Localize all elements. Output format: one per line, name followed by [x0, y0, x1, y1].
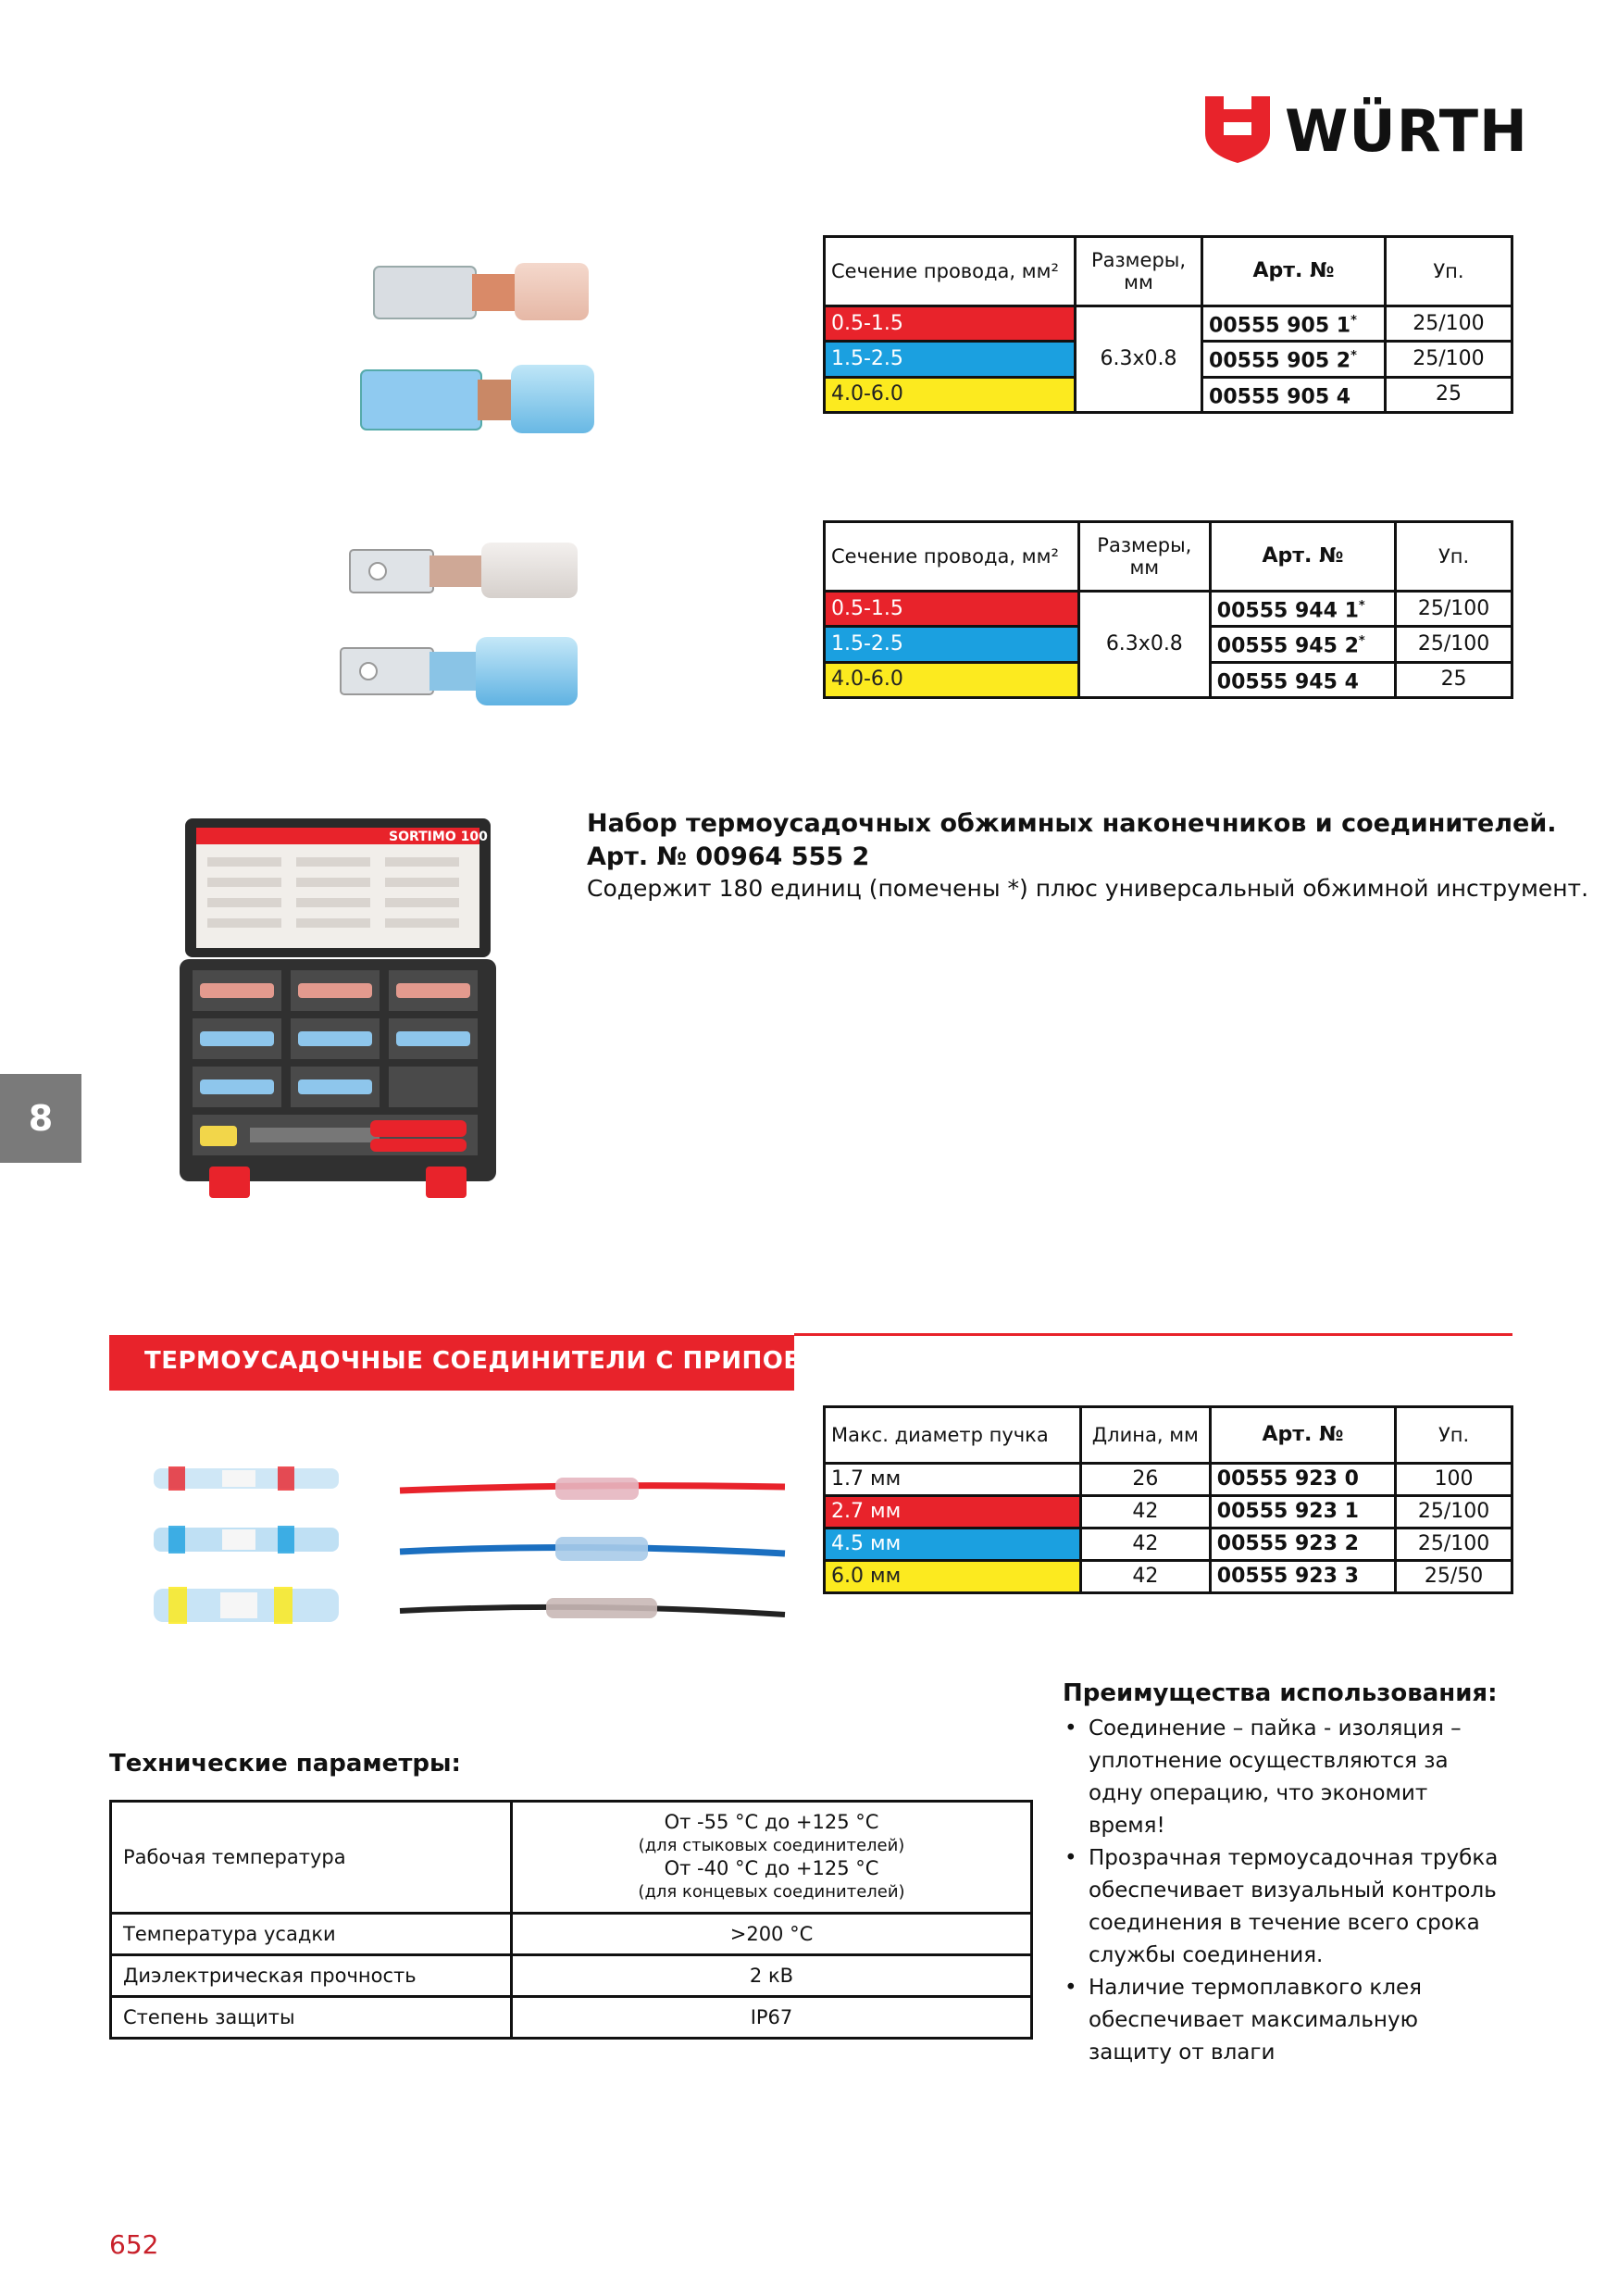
value-cell: 2 кВ [512, 1955, 1032, 1997]
param-cell: Диэлектрическая прочность [111, 1955, 512, 1997]
col-art: Арт. № [1202, 237, 1386, 306]
art-number: 00555 945 4 [1216, 669, 1359, 693]
length-cell: 42 [1080, 1561, 1210, 1593]
pack-cell: 25/100 [1385, 306, 1512, 342]
pack-cell: 25/100 [1396, 592, 1512, 627]
table-row [111, 1802, 1032, 1914]
terminal-table-1 [823, 235, 1513, 414]
col-section: Сечение провода, мм² [825, 522, 1079, 592]
art-cell [1202, 342, 1386, 377]
table-row [825, 1561, 1512, 1593]
art-cell [1210, 592, 1395, 627]
art-number: 00555 905 4 [1209, 384, 1351, 408]
col-pack: Уп. [1396, 1407, 1512, 1464]
list-item: • Соединение – пайка - изоляция – уплотнение осуществляются за одну операцию, что экономит время! [1063, 1713, 1507, 1842]
art-number: 00555 945 2 [1216, 634, 1359, 658]
wire-joint-image [398, 1463, 787, 1629]
table-row [825, 592, 1512, 627]
value-line: (для концевых соединителей) [638, 1882, 905, 1902]
art-cell [1202, 377, 1386, 412]
page-number: 652 [109, 2229, 159, 2260]
advantages-title: Преимущества использования: [1063, 1679, 1498, 1707]
tech-params-title: Технические параметры: [109, 1750, 461, 1778]
param-cell: Степень защиты [111, 1997, 512, 2039]
art-number: 00555 905 1 [1209, 314, 1351, 338]
pack-cell: 25/100 [1396, 1529, 1512, 1561]
pack-cell: 25/50 [1396, 1561, 1512, 1593]
col-pack: Уп. [1396, 522, 1512, 592]
pack-cell: 25 [1385, 377, 1512, 412]
kit-article: Арт. № 00964 555 2 [587, 842, 870, 871]
section-cell: 1.5-2.5 [825, 342, 1076, 377]
table-row [111, 1914, 1032, 1955]
param-cell: Температура усадки [111, 1914, 512, 1955]
brand-name: WÜRTH [1285, 97, 1528, 165]
value-line: От -40 °C до +125 °C [664, 1857, 879, 1879]
mark: * [1358, 599, 1365, 613]
wurth-logo-icon [1205, 96, 1270, 163]
pack-cell: 25/100 [1396, 627, 1512, 662]
kit-title [587, 807, 1557, 874]
col-size: Размеры, мм [1078, 522, 1210, 592]
chapter-tab: 8 [0, 1074, 81, 1163]
box-label: SORTIMO 100 [389, 830, 488, 844]
header-section: Сечение провода, мм² [831, 260, 1059, 282]
table-row [825, 1464, 1512, 1496]
kit-title-line1: Набор термоусадочных обжимных наконечников и соединителей. [587, 809, 1557, 838]
tech-params-table [109, 1800, 1033, 2040]
value-line: (для стыковых соединителей) [638, 1836, 905, 1855]
col-diameter: Макс. диаметр пучка [825, 1407, 1081, 1464]
mark: * [1350, 314, 1357, 328]
solder-connector-image [148, 1454, 352, 1629]
art-cell [1202, 306, 1386, 342]
section-cell: 4.0-6.0 [825, 377, 1076, 412]
col-art: Арт. № [1210, 522, 1395, 592]
diameter-cell: 6.0 мм [825, 1561, 1081, 1593]
col-art: Арт. № [1210, 1407, 1395, 1464]
female-terminal-image [352, 250, 602, 454]
size-cell: 6.3x0.8 [1078, 592, 1210, 698]
list-item: • Наличие термоплавкого клея обеспечивает максимальную защиту от влаги [1063, 1972, 1507, 2069]
mark: * [1350, 349, 1357, 364]
kit-description: Содержит 180 единиц (помечены *) плюс универсальный обжимной инструмент. [587, 875, 1589, 902]
param-cell: Рабочая температура [111, 1802, 512, 1914]
length-cell: 42 [1080, 1529, 1210, 1561]
col-pack: Уп. [1385, 237, 1512, 306]
table-row [111, 1955, 1032, 1997]
col-length: Длина, мм [1080, 1407, 1210, 1464]
size-cell: 6.3x0.8 [1076, 306, 1202, 413]
value-cell: >200 °C [512, 1914, 1032, 1955]
section-divider [794, 1333, 1512, 1336]
male-terminal-image [337, 533, 587, 718]
section-cell: 4.0-6.0 [825, 662, 1079, 697]
diameter-cell: 1.7 мм [825, 1464, 1081, 1496]
art-cell [1210, 627, 1395, 662]
value-cell: IP67 [512, 1997, 1032, 2039]
table-row [825, 306, 1512, 342]
pack-cell: 25 [1396, 662, 1512, 697]
pack-cell: 25/100 [1396, 1496, 1512, 1529]
value-cell [512, 1802, 1032, 1914]
section-cell: 1.5-2.5 [825, 627, 1079, 662]
table-row [825, 1496, 1512, 1529]
length-cell: 42 [1080, 1496, 1210, 1529]
diameter-cell: 4.5 мм [825, 1529, 1081, 1561]
pack-cell: 100 [1396, 1464, 1512, 1496]
art-cell: 00555 923 0 [1210, 1464, 1395, 1496]
art-cell [1210, 662, 1395, 697]
col-section [825, 237, 1076, 306]
length-cell: 26 [1080, 1464, 1210, 1496]
art-number: 00555 905 2 [1209, 349, 1351, 373]
table-row [111, 1997, 1032, 2039]
pack-cell: 25/100 [1385, 342, 1512, 377]
solder-connector-table [823, 1405, 1513, 1594]
value-line: От -55 °C до +125 °C [664, 1811, 879, 1833]
kit-case-image [176, 811, 500, 1200]
advantages-list [1063, 1713, 1507, 2069]
mark: * [1358, 634, 1365, 649]
art-number: 00555 944 1 [1216, 599, 1359, 623]
col-size: Размеры, мм [1076, 237, 1202, 306]
section-title: ТЕРМОУСАДОЧНЫЕ СОЕДИНИТЕЛИ С ПРИПОЕМ [144, 1347, 826, 1375]
art-cell: 00555 923 2 [1210, 1529, 1395, 1561]
table-row [825, 1529, 1512, 1561]
section-cell: 0.5-1.5 [825, 306, 1076, 342]
list-item: • Прозрачная термоусадочная трубка обеспечивает визуальный контроль соединения в течение всего срока службы соединения. [1063, 1842, 1507, 1972]
terminal-table-2 [823, 520, 1513, 699]
art-cell: 00555 923 1 [1210, 1496, 1395, 1529]
diameter-cell: 2.7 мм [825, 1496, 1081, 1529]
section-cell: 0.5-1.5 [825, 592, 1079, 627]
art-cell: 00555 923 3 [1210, 1561, 1395, 1593]
